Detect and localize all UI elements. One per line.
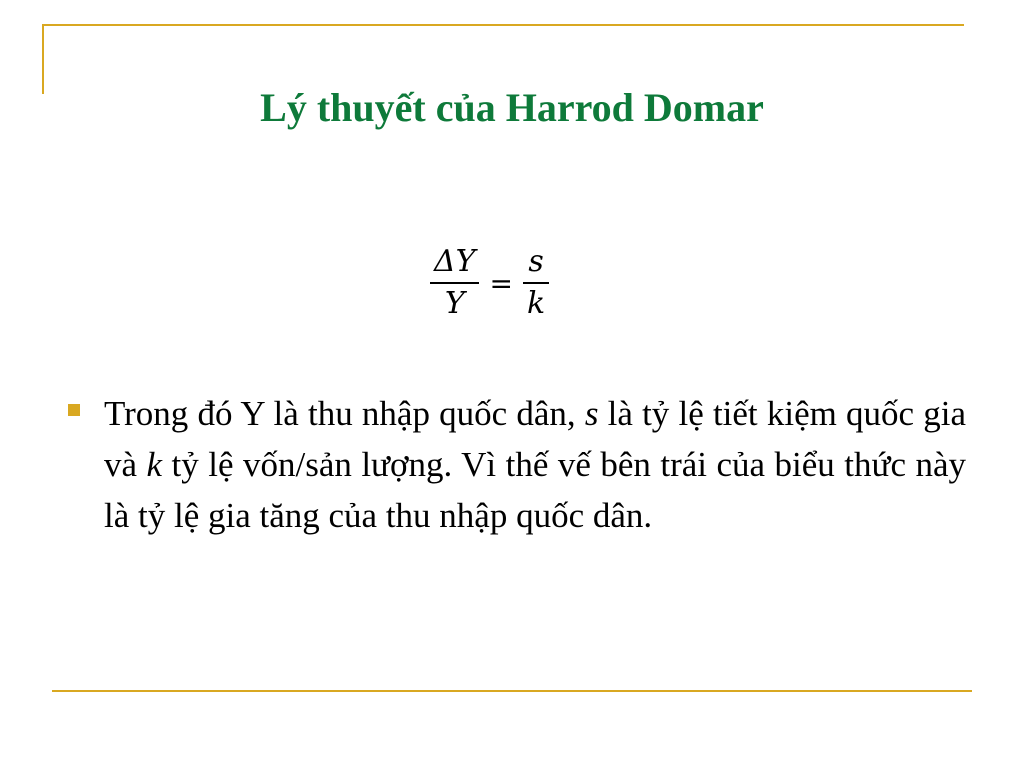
bullet-text-part2: là tỷ lệ tiết kiệm quốc gia và [104, 394, 966, 484]
variable-s: s [584, 394, 599, 433]
left-fraction [430, 244, 479, 322]
left-denominator: Y [444, 286, 465, 321]
left-numerator: ΔY [434, 244, 476, 279]
fraction-bar [430, 282, 479, 284]
bullet-text-part3: tỷ lệ vốn/sản lượng. Vì thế vế bên trái của biểu thức này là tỷ lệ gia tăng của thu nhập quốc dân. [104, 445, 966, 535]
fraction-bar [523, 282, 549, 284]
bullet-text [104, 388, 966, 541]
right-numerator: s [528, 244, 544, 279]
slide-title: Lý thuyết của Harrod Domar [260, 85, 764, 130]
right-denominator: k [526, 286, 546, 321]
harrod-domar-formula [430, 240, 600, 326]
bottom-border-line [52, 690, 972, 692]
variable-k: k [146, 445, 163, 484]
right-fraction [523, 244, 549, 322]
equals-sign: = [489, 266, 513, 300]
bullet-text-part1: Trong đó Y là thu nhập quốc dân, [104, 394, 585, 433]
square-bullet-icon [68, 404, 80, 416]
top-border-line [42, 24, 964, 26]
